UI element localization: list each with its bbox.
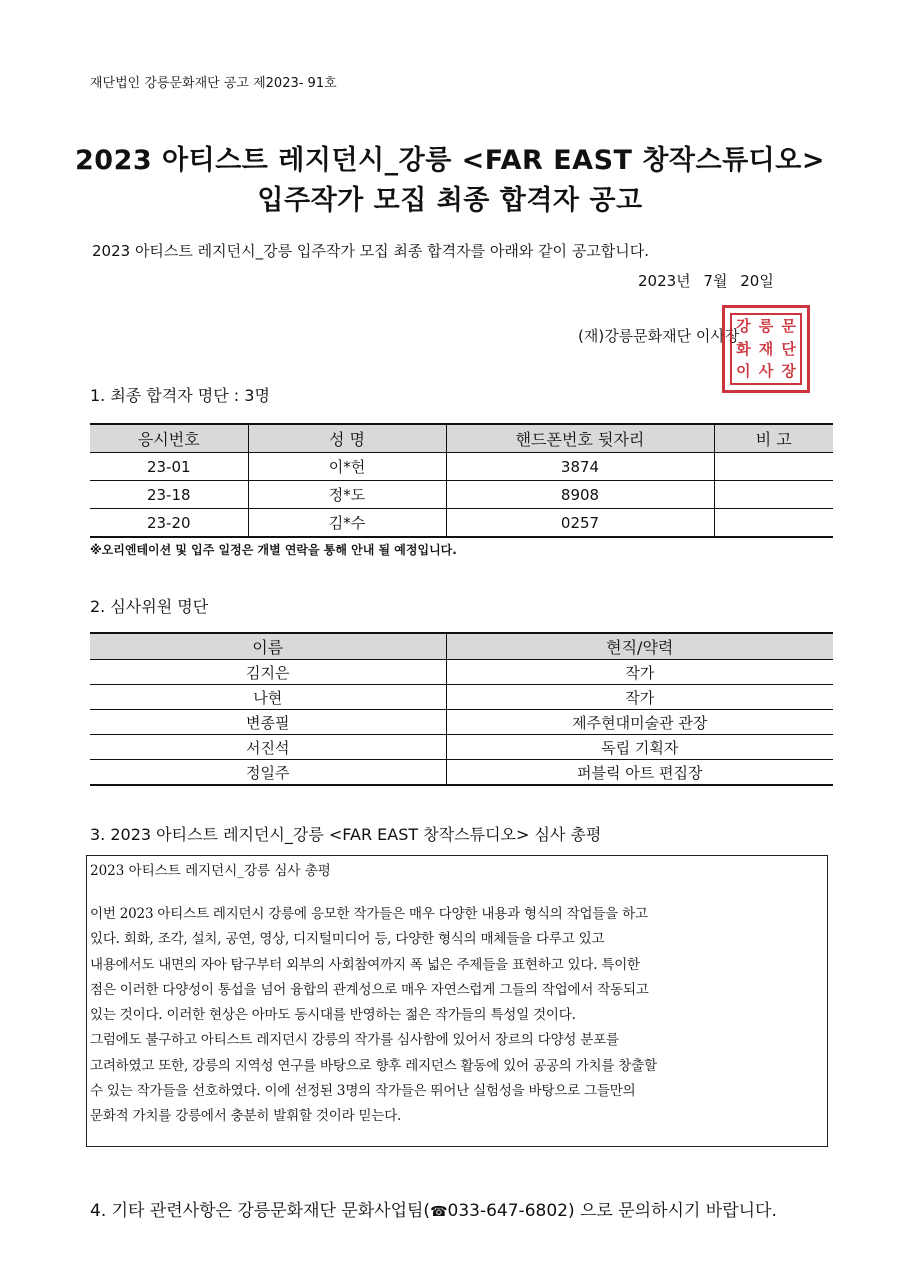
seal-char: 단 <box>781 339 796 358</box>
cell: 퍼블릭 아트 편집장 <box>446 760 833 786</box>
seal-char: 문 <box>781 317 796 335</box>
judges-table <box>90 632 833 786</box>
seal-char: 장 <box>781 362 796 381</box>
seal-char: 사 <box>758 362 774 381</box>
cell: 김*수 <box>248 509 446 538</box>
review-line: 점은 이러한 다양성이 통섭을 넘어 융합의 관계성으로 매우 자연스럽게 그들의 작업에서 작동되고 <box>90 981 649 998</box>
review-line: 그럼에도 불구하고 아티스트 레지던시 강릉의 작가를 심사함에 있어서 장르의 다양성 분포를 <box>90 1032 619 1049</box>
seal-char: 화 <box>736 339 751 358</box>
seal-char: 이 <box>736 362 751 381</box>
section-3-title: 3. 2023 아티스트 레지던시_강릉 <FAR EAST 창작스튜디오> 심사 총평 <box>90 825 602 844</box>
cell: 3874 <box>446 453 714 481</box>
review-line: 있는 것이다. 이러한 현상은 아마도 동시대를 반영하는 젊은 작가들의 특성일 것이다. <box>90 1007 576 1024</box>
cell <box>714 453 833 481</box>
review-line: 이번 2023 아티스트 레지던시 강릉에 응모한 작가들은 매우 다양한 내용과 형식의 작업들을 하고 <box>90 906 648 922</box>
cell: 23-18 <box>90 481 248 509</box>
title-line-2: 입주작가 모집 최종 합격자 공고 <box>257 185 643 216</box>
review-line: 고려하였고 또한, 강릉의 지역성 연구를 바탕으로 향후 레지던스 활동에 있어 공공의 가치를 창출할 <box>90 1057 657 1074</box>
seal-char: 재 <box>758 339 774 358</box>
header-phone-last-digits: 핸드폰번호 뒷자리 <box>446 424 714 453</box>
title-line-1: 2023 아티스트 레지던시_강릉 <FAR EAST 창작스튜디오> <box>75 145 825 176</box>
header-position: 현직/약력 <box>446 633 833 660</box>
seal-char: 릉 <box>758 317 774 335</box>
review-box-title: 2023 아티스트 레지던시_강릉 심사 총평 <box>90 863 331 879</box>
orientation-note: ※오리엔테이션 및 입주 일정은 개별 연락을 통해 안내 될 예정입니다. <box>90 543 457 557</box>
intro-text: 2023 아티스트 레지던시_강릉 입주작가 모집 최종 합격자를 아래와 같이 공고합니다. <box>92 242 650 260</box>
cell: 정*도 <box>248 481 446 509</box>
official-seal <box>722 305 810 393</box>
cell <box>714 509 833 538</box>
review-comment-box <box>86 855 828 1147</box>
table-row <box>90 685 833 710</box>
header-applicant-number: 응시번호 <box>90 424 248 453</box>
contact-text-after: ) 으로 문의하시기 바랍니다. <box>567 1201 777 1221</box>
cell: 8908 <box>446 481 714 509</box>
review-line: 문화적 가치를 강릉에서 충분히 발휘할 것이라 믿는다. <box>90 1108 402 1125</box>
header-judge-name: 이름 <box>90 633 446 660</box>
cell: 독립 기획자 <box>446 735 833 760</box>
phone-icon: ☎ <box>430 1204 448 1220</box>
finalists-table <box>90 423 833 538</box>
table-row <box>90 509 833 538</box>
header-remarks: 비 고 <box>714 424 833 453</box>
cell: 작가 <box>446 685 833 710</box>
cell: 정일주 <box>90 760 446 786</box>
table-header-row <box>90 633 833 660</box>
review-body <box>90 902 824 1130</box>
cell: 0257 <box>446 509 714 538</box>
header-name: 성 명 <box>248 424 446 453</box>
cell: 김지은 <box>90 660 446 685</box>
announcement-date: 2023년 7월 20일 <box>638 272 774 290</box>
cell: 이*헌 <box>248 453 446 481</box>
table-row <box>90 660 833 685</box>
section-1-title: 1. 최종 합격자 명단 : 3명 <box>90 386 270 405</box>
review-line: 있다. 회화, 조각, 설치, 공연, 영상, 디지털미디어 등, 다양한 형식의 매체들을 다루고 있고 <box>90 931 605 948</box>
contact-text-before: 4. 기타 관련사항은 강릉문화재단 문화사업팀( <box>90 1201 431 1221</box>
cell <box>714 481 833 509</box>
review-line: 수 있는 작가들을 선호하였다. 이에 선정된 3명의 작가들은 뛰어난 실험성을 바탕으로 그들만의 <box>90 1083 636 1100</box>
issuer: (재)강릉문화재단 이사장 <box>578 327 740 345</box>
document-number: 재단법인 강릉문화재단 공고 제2023- 91호 <box>90 76 337 91</box>
cell: 제주현대미술관 관장 <box>446 710 833 735</box>
cell: 23-01 <box>90 453 248 481</box>
table-row <box>90 710 833 735</box>
table-row <box>90 453 833 481</box>
cell: 작가 <box>446 660 833 685</box>
cell: 23-20 <box>90 509 248 538</box>
table-header-row <box>90 424 833 453</box>
cell: 변종필 <box>90 710 446 735</box>
table-row <box>90 481 833 509</box>
table-row <box>90 760 833 786</box>
cell: 나현 <box>90 685 446 710</box>
seal-char: 강 <box>736 317 751 335</box>
table-row <box>90 735 833 760</box>
section-4-contact <box>90 1196 777 1221</box>
section-2-title: 2. 심사위원 명단 <box>90 597 209 616</box>
contact-phone: 033-647-6802 <box>447 1201 568 1221</box>
cell: 서진석 <box>90 735 446 760</box>
review-line: 내용에서도 내면의 자아 탐구부터 외부의 사회참여까지 폭 넓은 주제들을 표현하고 있다. 특이한 <box>90 956 640 973</box>
